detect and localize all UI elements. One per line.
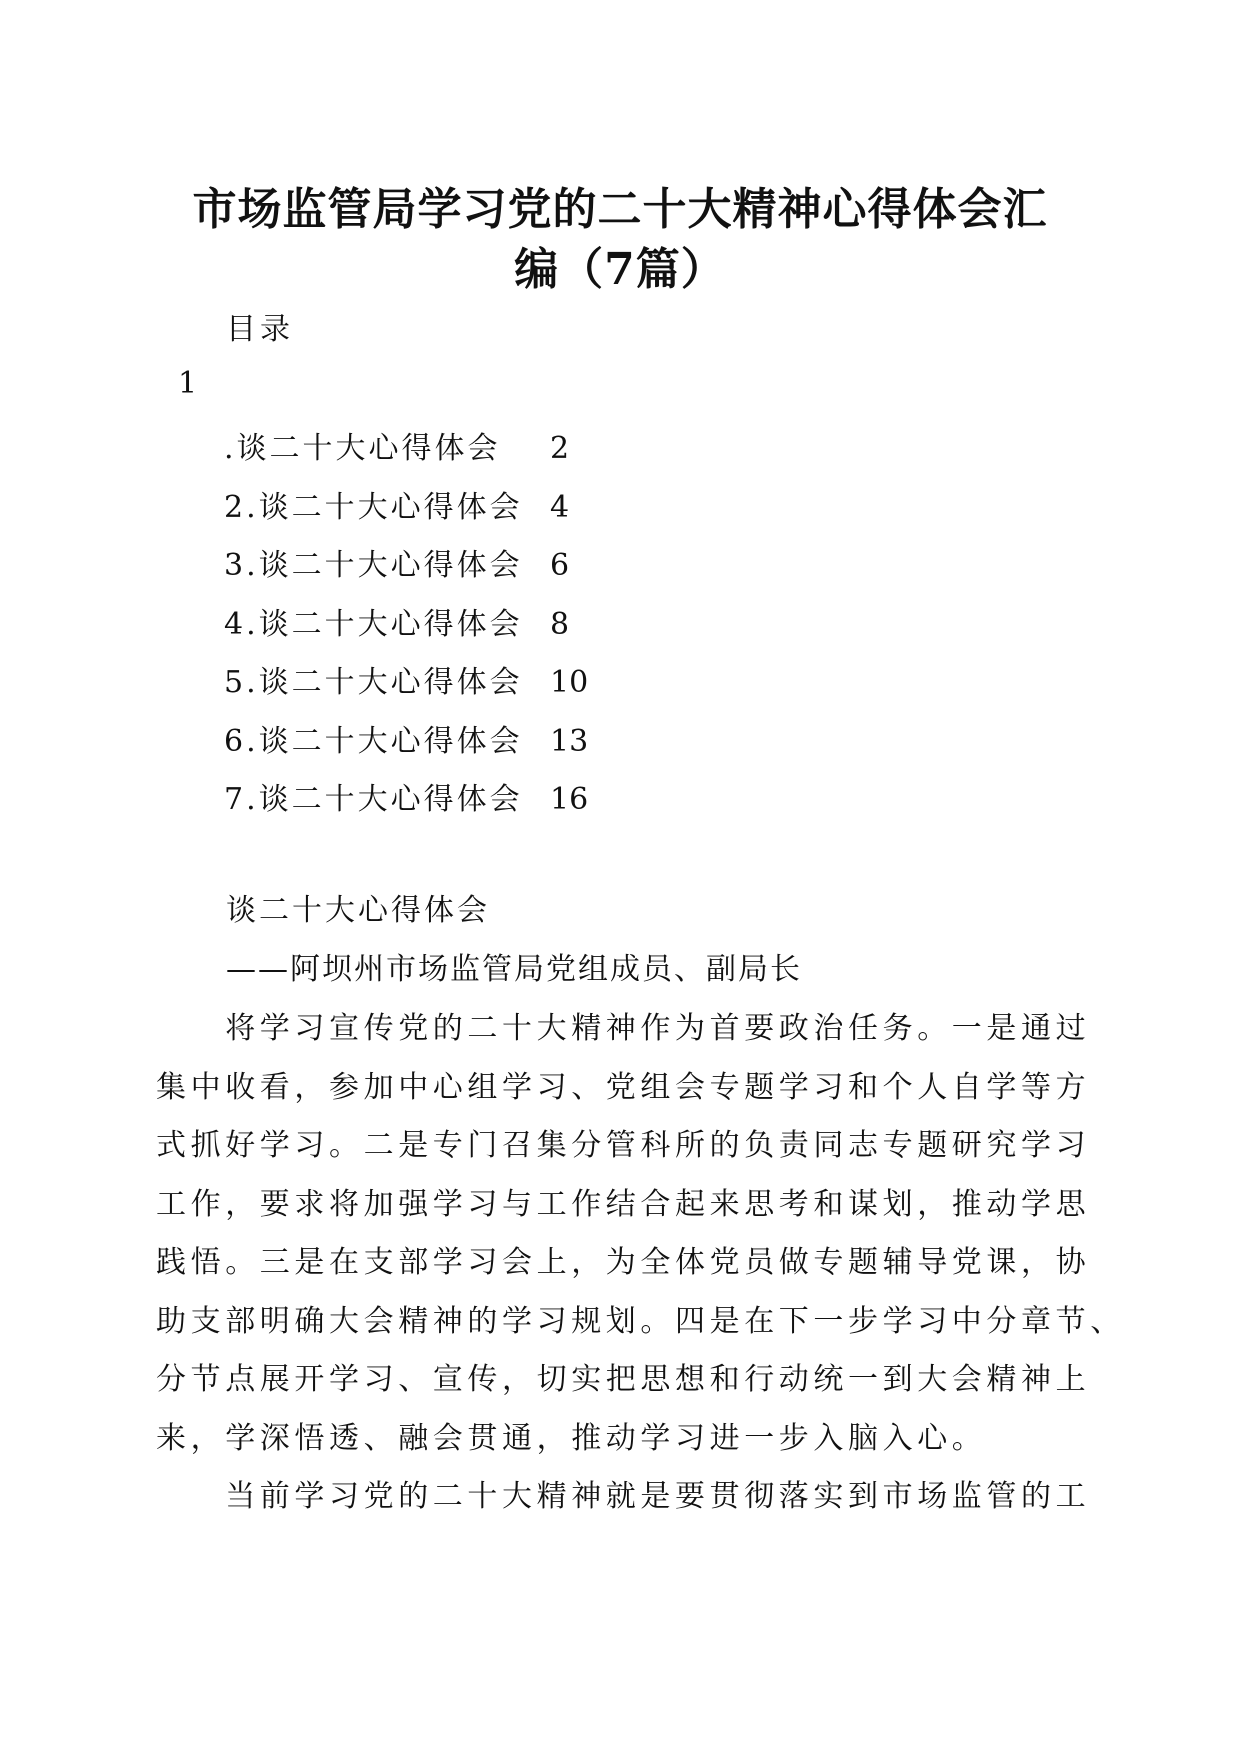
paragraph-line: 践悟。三是在支部学习会上，为全体党员做专题辅导党课，协 (156, 1245, 1091, 1280)
paragraph-line: 集中收看，参加中心组学习、党组会专题学习和个人自学等方 (156, 1069, 1091, 1105)
paragraph-line: 将学习宣传党的二十大精神作为首要政治任务。一是通过 (156, 1011, 1091, 1046)
document-title-line-1: 市场监管局学习党的二十大精神心得体会汇 (192, 184, 1048, 235)
toc-entry-page: 13 (550, 723, 589, 759)
article-paragraph-1 (156, 1000, 1125, 1468)
toc-heading: 目录 (226, 312, 294, 347)
toc-entry[interactable] (224, 596, 724, 655)
toc-entry-page: 4 (550, 489, 570, 525)
paragraph-line: 当前学习党的二十大精神就是要贯彻落实到市场监管的工 (156, 1479, 1091, 1514)
toc-entry-label: .谈二十大心得体会 (224, 431, 501, 466)
paragraph-line: 来，学深悟透、融会贯通，推动学习进一步入脑入心。 (156, 1420, 987, 1456)
toc-entry[interactable] (224, 537, 724, 596)
toc-entry-page: 16 (550, 782, 589, 817)
toc-entry[interactable] (224, 479, 724, 538)
toc-entry[interactable] (224, 713, 724, 772)
toc-entry-label: 3.谈二十大心得体会 (224, 548, 523, 583)
paragraph-line: 式抓好学习。二是专门召集分管科所的负责同志专题研究学习 (156, 1128, 1091, 1163)
toc-entry-label: 7.谈二十大心得体会 (224, 782, 523, 817)
article-author: ——阿坝州市场监管局党组成员、副局长 (226, 952, 802, 987)
toc-stray-number: 1 (178, 366, 198, 401)
paragraph-line: 助支部明确大会精神的学习规划。四是在下一步学习中分章节、 (156, 1303, 1125, 1339)
toc-entry-label: 5.谈二十大心得体会 (224, 665, 523, 700)
toc-entry-label: 2.谈二十大心得体会 (224, 489, 523, 525)
article-title: 谈二十大心得体会 (226, 893, 490, 928)
toc-entry[interactable] (224, 771, 724, 830)
toc-entry-page: 2 (550, 431, 570, 466)
document-title-line-2: 编（7篇） (514, 244, 726, 295)
table-of-contents (224, 420, 724, 830)
paragraph-line: 分节点展开学习、宣传，切实把思想和行动统一到大会精神上 (156, 1362, 1091, 1397)
toc-entry-page: 8 (550, 606, 570, 642)
article-paragraph-2 (156, 1468, 1096, 1527)
toc-entry-page: 6 (550, 548, 570, 583)
toc-entry[interactable] (224, 654, 724, 713)
paragraph-line: 工作，要求将加强学习与工作结合起来思考和谋划，推动学思 (156, 1186, 1091, 1222)
toc-entry-page: 10 (550, 665, 589, 700)
toc-entry[interactable] (224, 420, 724, 479)
toc-entry-label: 6.谈二十大心得体会 (224, 723, 523, 759)
toc-entry-label: 4.谈二十大心得体会 (224, 606, 523, 642)
